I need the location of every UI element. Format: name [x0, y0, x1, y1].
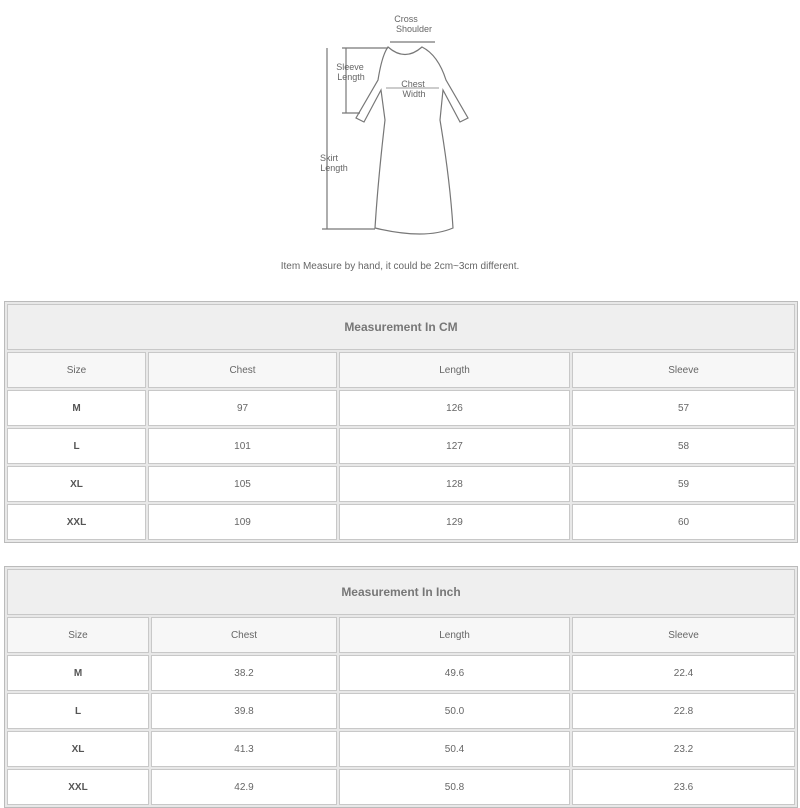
- label-chest-2: Width: [402, 89, 426, 99]
- value-cell: 38.2: [151, 655, 337, 691]
- value-cell: 60: [572, 504, 795, 540]
- value-cell: 50.0: [339, 693, 570, 729]
- column-header: Sleeve: [572, 352, 795, 388]
- value-cell: 50.8: [339, 769, 570, 805]
- column-header: Length: [339, 617, 570, 653]
- value-cell: 101: [148, 428, 337, 464]
- size-cell: M: [7, 390, 146, 426]
- label-cross-2: Shoulder: [395, 24, 433, 34]
- table-row: [7, 655, 795, 691]
- value-cell: 23.6: [572, 769, 795, 805]
- column-header: Sleeve: [572, 617, 795, 653]
- label-skirt-2: Length: [320, 163, 348, 173]
- label-skirt-1: Skirt: [320, 153, 338, 163]
- table-row: [7, 466, 795, 502]
- size-table-inch: [4, 566, 798, 808]
- value-cell: 49.6: [339, 655, 570, 691]
- size-cell: L: [7, 428, 146, 464]
- table-title: Measurement In Inch: [7, 569, 795, 615]
- table-row: [7, 693, 795, 729]
- measurement-note: Item Measure by hand, it could be 2cm~3cm different.: [280, 261, 520, 272]
- column-header: Size: [7, 352, 146, 388]
- value-cell: 39.8: [151, 693, 337, 729]
- label-sleeve-2: Length: [337, 72, 365, 82]
- value-cell: 58: [572, 428, 795, 464]
- table-row: [7, 504, 795, 540]
- table-row: [7, 428, 795, 464]
- table-header-row: [7, 352, 795, 388]
- value-cell: 42.9: [151, 769, 337, 805]
- value-cell: 105: [148, 466, 337, 502]
- value-cell: 50.4: [339, 731, 570, 767]
- column-header: Size: [7, 617, 149, 653]
- column-header: Chest: [148, 352, 337, 388]
- value-cell: 23.2: [572, 731, 795, 767]
- table-title: Measurement In CM: [7, 304, 795, 350]
- value-cell: 129: [339, 504, 570, 540]
- dress-outline: [356, 47, 468, 234]
- table-row: [7, 390, 795, 426]
- size-cell: XL: [7, 466, 146, 502]
- size-cell: L: [7, 693, 149, 729]
- size-cell: XL: [7, 731, 149, 767]
- value-cell: 57: [572, 390, 795, 426]
- value-cell: 97: [148, 390, 337, 426]
- size-cell: XXL: [7, 504, 146, 540]
- value-cell: 126: [339, 390, 570, 426]
- value-cell: 22.8: [572, 693, 795, 729]
- value-cell: 128: [339, 466, 570, 502]
- table-header-row: [7, 617, 795, 653]
- value-cell: 22.4: [572, 655, 795, 691]
- value-cell: 41.3: [151, 731, 337, 767]
- value-cell: 59: [572, 466, 795, 502]
- label-chest-1: Chest: [401, 79, 425, 89]
- table-row: [7, 731, 795, 767]
- value-cell: 109: [148, 504, 337, 540]
- column-header: Length: [339, 352, 570, 388]
- size-cell: M: [7, 655, 149, 691]
- label-sleeve-1: Sleeve: [336, 62, 364, 72]
- size-table-cm: [4, 301, 798, 543]
- size-cell: XXL: [7, 769, 149, 805]
- column-header: Chest: [151, 617, 337, 653]
- dress-measurement-diagram: [260, 0, 540, 250]
- value-cell: 127: [339, 428, 570, 464]
- label-cross-1: Cross: [394, 14, 418, 24]
